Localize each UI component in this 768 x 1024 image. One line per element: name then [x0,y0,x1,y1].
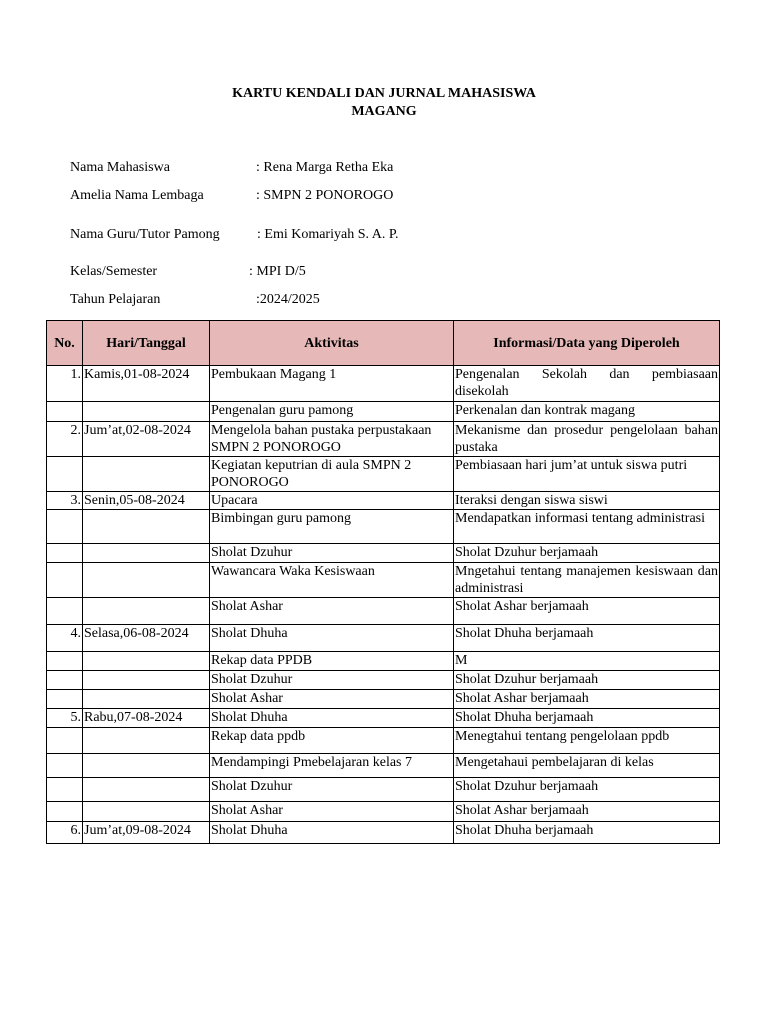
row-activity: Bimbingan guru pamong [210,510,454,544]
row-info: Menegtahui tentang pengelolaan ppdb [454,728,720,754]
row-number [47,652,83,671]
row-activity: Upacara [210,492,454,510]
table-row [47,402,720,422]
table-row [47,671,720,690]
table-row [47,457,720,492]
row-info: M [454,652,720,671]
info-label: Kelas/Semester [70,264,158,279]
header-informasi: Informasi/Data yang Diperoleh [454,321,720,366]
table-row [47,690,720,709]
row-number [47,563,83,598]
row-date [83,652,210,671]
row-number [47,510,83,544]
table-row [47,754,720,778]
row-info: Mngetahui tentang manajemen kesiswaan dan administrasi [455,564,718,596]
table-row [47,544,720,563]
row-activity: Rekap data ppdb [210,728,454,754]
row-date [83,598,210,625]
row-activity: Sholat Dhuha [210,822,454,844]
info-label: Amelia Nama Lembaga [70,188,204,203]
row-number: 3. [47,492,83,510]
row-date [83,690,210,709]
row-number: 6. [47,822,83,844]
table-row [47,366,720,402]
row-activity: Sholat Dhuha [210,709,454,728]
row-date: Selasa,06-08-2024 [83,625,210,652]
row-date [83,510,210,544]
row-activity: Rekap data PPDB [210,652,454,671]
row-number [47,544,83,563]
document-title [0,85,768,121]
table-row [47,802,720,822]
journal-table [46,320,720,844]
row-info: Sholat Ashar berjamaah [454,598,720,625]
document-title-line-2: MAGANG [351,104,417,119]
row-date: Senin,05-08-2024 [83,492,210,510]
table-row [47,492,720,510]
journal-table-body [47,366,720,844]
row-number [47,671,83,690]
table-row [47,598,720,625]
table-row [47,625,720,652]
row-date [83,457,210,492]
row-info: Sholat Ashar berjamaah [454,802,720,822]
row-number: 4. [47,625,83,652]
row-activity: Pembukaan Magang 1 [210,366,454,402]
info-value: :2024/2025 [256,292,320,307]
row-info: Mendapatkan informasi tentang administrasi [454,510,720,544]
row-info: Mengetahaui pembelajaran di kelas [454,754,720,778]
row-number: 1. [47,366,83,402]
row-date: Rabu,07-08-2024 [83,709,210,728]
info-row-nama-lembaga [70,187,394,205]
info-label: Tahun Pelajaran [70,292,161,307]
table-row [47,422,720,457]
row-number [47,457,83,492]
table-row [47,563,720,598]
table-row [47,510,720,544]
info-row-nama-mahasiswa [70,159,394,177]
info-row-tahun-pelajaran [70,291,320,309]
row-activity: Mendampingi Pmebelajaran kelas 7 [210,754,454,778]
table-row [47,728,720,754]
info-value: : MPI D/5 [249,264,306,279]
row-activity: Sholat Ashar [210,690,454,709]
row-activity: Sholat Dzuhur [210,544,454,563]
header-aktivitas: Aktivitas [210,321,454,366]
table-header-row [47,321,720,366]
row-date [83,802,210,822]
row-number: 5. [47,709,83,728]
row-activity: Kegiatan keputrian di aula SMPN 2 PONOROGO [210,457,454,492]
row-activity: Pengenalan guru pamong [210,402,454,422]
info-row-kelas-semester [70,263,306,281]
row-number [47,778,83,802]
row-number [47,728,83,754]
info-label: Nama Mahasiswa [70,160,170,175]
row-activity: Sholat Dzuhur [210,671,454,690]
document-title-line-1: KARTU KENDALI DAN JURNAL MAHASISWA [232,86,536,101]
row-date [83,728,210,754]
row-number [47,690,83,709]
row-date [83,544,210,563]
info-value: : Emi Komariyah S. A. P. [257,227,399,242]
row-date [83,402,210,422]
row-date [83,754,210,778]
row-activity: Sholat Dzuhur [210,778,454,802]
info-label: Nama Guru/Tutor Pamong [70,227,220,242]
header-hari-tanggal: Hari/Tanggal [83,321,210,366]
row-info: Sholat Dhuha berjamaah [454,625,720,652]
row-date [83,563,210,598]
row-date: Kamis,01-08-2024 [83,366,210,402]
row-info: Sholat Ashar berjamaah [454,690,720,709]
row-info: Pembiasaan hari jum’at untuk siswa putri [454,457,720,492]
row-date: Jum’at,02-08-2024 [83,422,210,457]
info-row-guru-pamong [70,226,399,244]
row-info: Pengenalan Sekolah dan pembiasaan disekolah [454,366,720,402]
row-info: Sholat Dzuhur berjamaah [454,778,720,802]
row-info: Perkenalan dan kontrak magang [454,402,720,422]
row-info: Mekanisme dan prosedur pengelolaan bahan pustaka [455,423,718,455]
row-number [47,754,83,778]
row-info: Iteraksi dengan siswa siswi [454,492,720,510]
row-info: Sholat Dzuhur berjamaah [454,671,720,690]
row-number [47,402,83,422]
row-date [83,778,210,802]
table-row [47,822,720,844]
row-number [47,598,83,625]
row-info: Sholat Dhuha berjamaah [454,822,720,844]
info-value: : Rena Marga Retha Eka [256,160,394,175]
table-row [47,709,720,728]
row-activity: Sholat Ashar [210,802,454,822]
row-activity: Wawancara Waka Kesiswaan [210,563,454,598]
row-number: 2. [47,422,83,457]
row-activity: Sholat Dhuha [210,625,454,652]
info-value: : SMPN 2 PONOROGO [256,188,394,203]
row-number [47,802,83,822]
header-no: No. [47,321,83,366]
table-row [47,652,720,671]
row-date: Jum’at,09-08-2024 [83,822,210,844]
row-date [83,671,210,690]
row-activity: Sholat Ashar [210,598,454,625]
table-row [47,778,720,802]
row-activity: Mengelola bahan pustaka perpustakaan SMPN 2 PONOROGO [210,422,454,457]
row-info: Sholat Dhuha berjamaah [454,709,720,728]
row-info: Sholat Dzuhur berjamaah [454,544,720,563]
